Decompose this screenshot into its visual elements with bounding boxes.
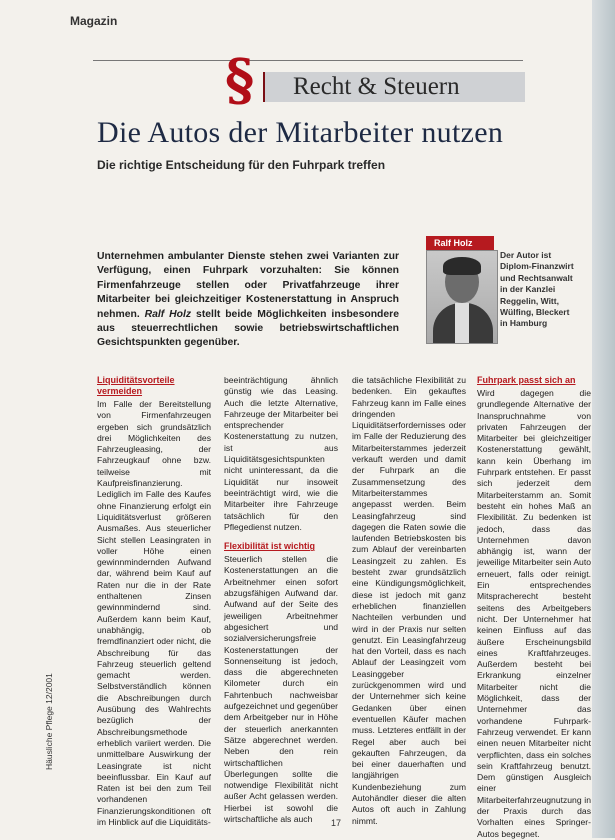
lead-author-name: Ralf Holz xyxy=(144,308,192,320)
column-4-text: Wird dagegen die grundlegende Alternative der Inanspruchnahme von privaten Fahrzeugen der Mitarbeiter bei gleichzeitiger Kostenerstattung gewählt, kann kein Überhang im Fuhrpark entstehen. Er passt sich jederzeit dem Mitarbeiterstamm an. Somit besteht ein hohes Maß an Flexibilität. Zu bedenken ist jedoch, dass das Unternehmen davon abhängig ist, wann der jeweilige Mitarbeiter sein Auto erneuert, falls oder reinigt. Ein entsprechendes Mitspracherecht besteht seitens des Arbeitgebers nicht. Der Unternehmer hat keinen Einfluss auf das äußere Erscheinungsbild eines Kraftfahrzeuges. Außerdem besteht bei Erkrankung einzelner Mitarbeiter nicht die Möglichkeit, dass der Unternehmer das vorhandene Fuhrpark-Fahrzeug verwendet. Er kann einen neuen Mitarbeiter nicht verpflichten, dass ein solches sein Kraftfahrzeug benutzt. Dem günstigen Ausgleich einer Mitarbeiterfahrzeugnutzung in der Praxis durch das Vorhalten eines Springer-Autos begegnet. xyxy=(477,388,591,839)
article-column-3 xyxy=(352,375,466,827)
article-column-4 xyxy=(477,375,591,840)
lead-text-after: stellt beide Möglichkeiten insbesondere aus steuerrechtlichen sowie betriebswirtschaftlichen Gesichtspunkten gegenüber. xyxy=(97,308,399,349)
article-column-1 xyxy=(97,375,211,828)
publication-credit-text: Häusliche Pflege 12/2001 xyxy=(44,673,54,770)
lead-text-before: Unternehmen ambulanter Dienste stehen zwei Varianten zur Verfügung, einen Fuhrpark vorzuhalten: Sie können Firmenfahrzeuge stellen oder Privatfahrzeuge ihrer Mitarbeiter bei gleichzeitiger Kostenerstattung in Anspruch nehmen. xyxy=(97,251,399,320)
column-1-text: Im Falle der Bereitstellung von Firmenfahrzeugen ergeben sich grundsätzlich drei Möglichkeiten des Fahrzeugleasing, der Fahrzeugkauf ohne bzw. teilweise mit Kaufpreisfinanzierung. Lediglich im Falle des Kaufes ohne Finanzierung erfolgt ein Liquiditätsverlust größeren Ausmaßes. Aus steuerlicher Sicht stellen Leasingraten in voller Höhe einen gewinnmindernden Aufwand dar, während beim Kauf auf Raten nur die in der Rate enthaltenen Zinsen gewinnmindernd sind. Außerdem kann beim Kauf, unabhängig, ob fremdfinanziert oder nicht, die Abschreibung für das Fahrzeug steuerlich geltend gemacht werden. Selbstverständlich können die Abschreibungen durch Ausübung des Wahlrechts bezüglich der Abschreibungsmethode erheblich variiert werden. Die unmittelbare Auswirkung der Leasingrate ist nicht beeinflussbar. Ein Kauf auf Raten ist bei den zum Teil vorhandenen Finanzierungskonditionen oft im Hinblick auf die Liquiditäts- xyxy=(97,399,211,827)
author-tag: Ralf Holz xyxy=(426,236,494,250)
section-title: Recht & Steuern xyxy=(293,73,460,100)
article-title: Die Autos der Mitarbeiter nutzen xyxy=(97,116,504,149)
column-1-heading: Liquiditätsvorteile vermeiden xyxy=(97,375,175,396)
paragraph-icon: § xyxy=(225,47,255,113)
page-edge xyxy=(592,0,615,838)
article-column-2 xyxy=(224,375,338,825)
section-label: Magazin xyxy=(70,14,118,28)
column-2-heading: Flexibilität ist wichtig xyxy=(224,541,316,552)
author-photo xyxy=(426,250,498,344)
column-2-text-top: beeinträchtigung ähnlich günstig wie das Leasing. Auch die letzte Alternative, Fahrzeuge der Mitarbeiter bei entsprechender Kostenerstattung zu nutzen, ist aus Liquiditätsgesichtspunkten nicht uninteressant, da die Liquidität nur insoweit beeinträchtigt wird, wie die Mitarbeiter ihre Fahrzeuge tatsächlich für den Pflegedienst nutzen. xyxy=(224,375,338,532)
column-4-heading: Fuhrpark passt sich an xyxy=(477,375,576,385)
article-lead xyxy=(97,250,399,351)
publication-credit xyxy=(44,600,58,770)
column-2-text-bottom: Steuerlich stellen die Kostenerstattungen an die Arbeitnehmer einen sofort abzugsfähigen Aufwand dar. Aufwand auf der Seite des jeweiligen Arbeitnehmer abgesichert und sozialversicherungsfreie Kostenerstattungen der Sonnenseitung ist jedoch, dass die abgerechneten Kilometer durch ein Fahrtenbuch nachweisbar aufgezeichnet und gegenüber dem Arbeitgeber nur in Höhe der steuerlich anerkannten Sätze abgerechnet werden. Neben den rein wirtschaftlichen Überlegungen sollte die notwendige Flexibilität nicht außer Acht gelassen werden. Hierbei ist sowohl die wirtschaftliche als auch xyxy=(224,554,338,824)
page-number: 17 xyxy=(331,818,342,828)
author-bio: Der Autor ist Diplom-Finanzwirt und Rechtsanwalt in der Kanzlei Reggelin, Witt, Wülfing, Bleckert in Hamburg xyxy=(500,250,574,329)
article-subtitle: Die richtige Entscheidung für den Fuhrpark treffen xyxy=(97,158,386,172)
column-3-text: die tatsächliche Flexibilität zu bedenken. Ein gekauftes Fahrzeug kann im Falle eines dringenden Liquiditätserfordernisses oder im Falle der Reduzierung des Mitarbeiterstammes jederzeit verkauft werden und damit der Fuhrpark an die Zusammensetzung des Mitarbeiterstammes angepasst werden. Beim Leasingfahrzeug sind dagegen die Raten sowie die laufenden Betriebskosten bis zum Ablauf der vereinbarten Leasingzeit zu zahlen. Es besteht zwar grundsätzlich eine Kündigungsmöglichkeit, diese ist jedoch mit ganz erheblichen finanziellen Nachteilen verbunden und wird in der Praxis nur selten genutzt. Ein Leasingfahrzeug hat den Vorteil, dass es nach Ablauf der Leasingzeit vom Leasinggeber zurückgenommen wird und der Unternehmer sich keine Gedanken über einen eventuellen Käufer machen muss. Letzteres entfällt in der Regel aber auch bei gekauften Fahrzeugen, da bei einer dauerhaften und langjährigen Kundenbeziehung zum Autohändler dieser die alten Autos oft auch in Zahlung nimmt. xyxy=(352,375,466,826)
